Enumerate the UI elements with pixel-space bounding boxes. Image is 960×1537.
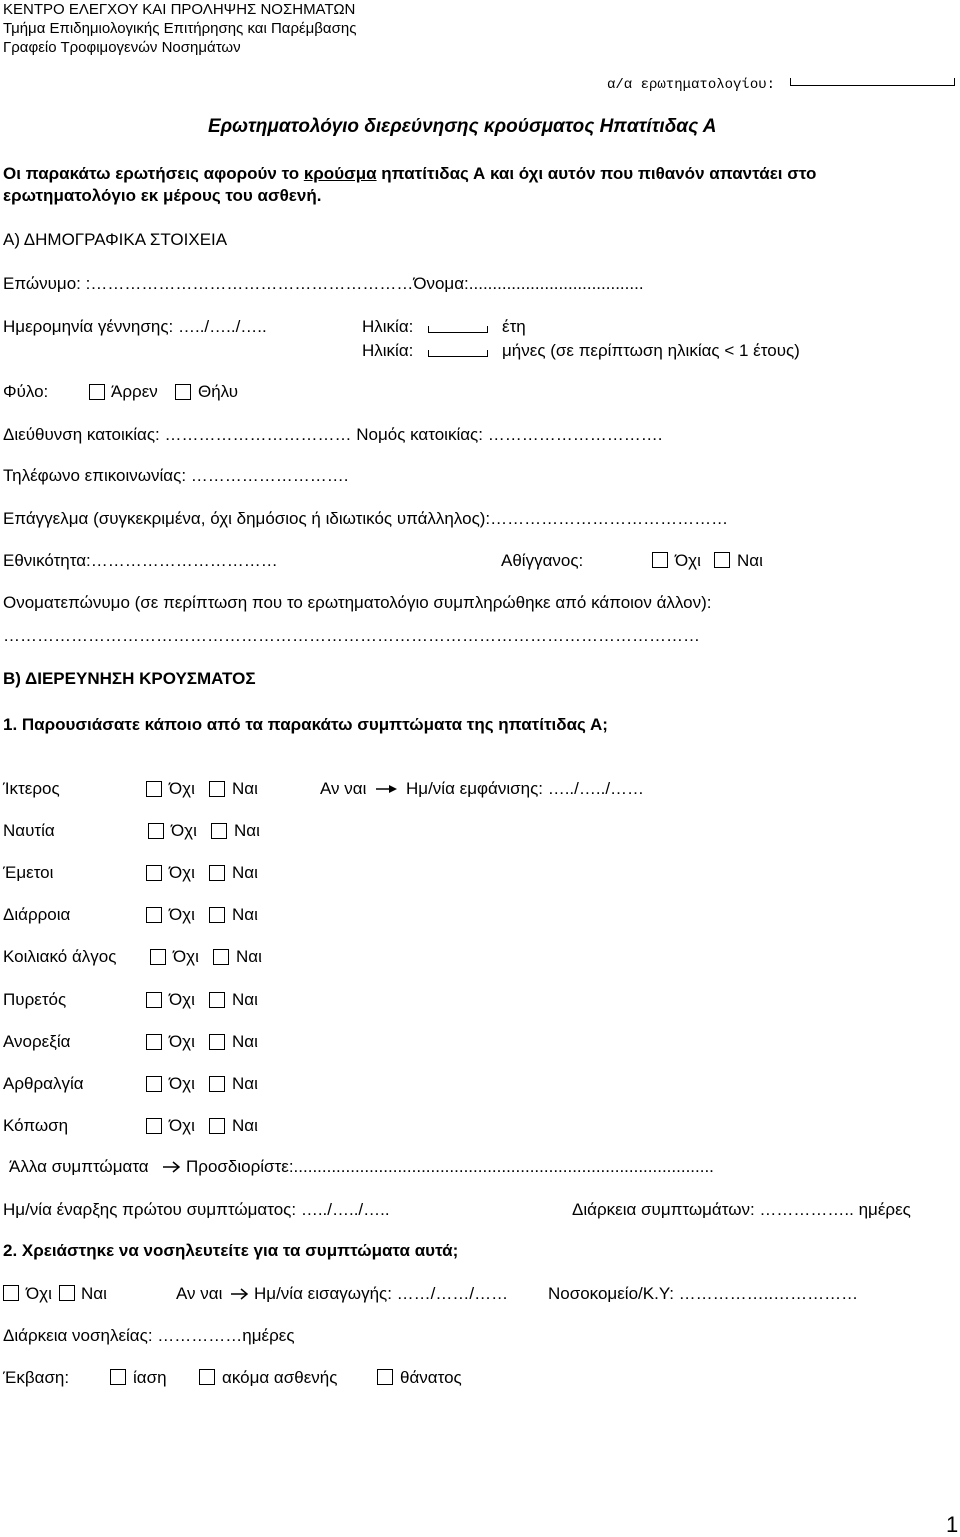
question-1: 1. Παρουσιάσατε κάποιο από τα παρακάτω συμπτώματα της ηπατίτιδας Α; [3,715,608,734]
sex-male-checkbox[interactable] [89,384,105,400]
symptom-duration-field[interactable]: Διάρκεια συμπτωμάτων: …………….. ημέρες [572,1200,911,1219]
arrow-right-icon [231,1288,249,1300]
respondent-field[interactable]: …………………………………………………………………………………………………………… [3,626,700,645]
symptom-yes-label: Ναι [232,863,258,882]
symptom-no-label: Όχι [169,905,195,924]
address-field[interactable]: Διεύθυνση κατοικίας: …………………………… Νομός κατοικίας: …………………………. [3,425,663,444]
header-line-3: Γραφείο Τροφιμογενών Νοσημάτων [3,39,241,56]
symptom-no-label: Όχι [169,779,195,798]
arrow-right-icon [376,784,398,794]
section-a-heading: Α) ΔΗΜΟΓΡΑΦΙΚΑ ΣΤΟΙΧΕΙΑ [3,230,228,249]
symptom-no-label: Όχι [169,990,195,1009]
symptom-label: Διάρροια [3,905,71,924]
form-title: Ερωτηματολόγιο διερεύνησης κρούσματος Ηπατίτιδας Α [208,116,717,137]
symptom-no-label: Όχι [169,1116,195,1135]
symptom-label: Κοιλιακό άλγος [3,947,117,966]
questionnaire-number-field[interactable] [790,78,955,86]
symptom-yes-checkbox[interactable] [209,781,225,797]
symptom-label: Κόπωση [3,1116,69,1135]
hospitalized-no-checkbox[interactable] [3,1285,19,1301]
symptom-yes-checkbox[interactable] [209,1034,225,1050]
date-of-birth-field[interactable]: Ημερομηνία γέννησης: …../…../….. [3,317,267,336]
symptom-no-checkbox[interactable] [146,781,162,797]
header-line-2: Τμήμα Επιδημιολογικής Επιτήρησης και Παρέμβασης [3,20,357,37]
symptom-no-checkbox[interactable] [146,1118,162,1134]
symptom-yes-label: Ναι [232,1032,258,1051]
symptom-label: Αρθραλγία [3,1074,84,1093]
symptom-yes-label: Ναι [232,1116,258,1135]
age-years-input[interactable] [428,326,488,333]
outcome-still-sick-checkbox[interactable] [199,1369,215,1385]
hospitalization-duration-field[interactable]: Διάρκεια νοσηλείας: ……………ημέρες [3,1326,295,1345]
questionnaire-number-label: α/α ερωτηματολογίου: [607,77,776,93]
respondent-label: Ονοματεπώνυμο (σε περίπτωση που το ερωτηματολόγιο συμπληρώθηκε από κάποιον άλλον): [3,593,712,612]
symptom-yes-label: Ναι [232,1074,258,1093]
symptom-yes-label: Ναι [236,947,262,966]
if-yes-label-2: Αν ναι [176,1284,223,1303]
symptom-no-checkbox[interactable] [150,949,166,965]
symptom-yes-checkbox[interactable] [209,1118,225,1134]
sex-female-label: Θήλυ [198,382,239,401]
symptom-no-label: Όχι [169,863,195,882]
symptom-no-label: Όχι [171,821,197,840]
sex-female-checkbox[interactable] [175,384,191,400]
age-months-input[interactable] [428,350,488,357]
first-symptom-date-field[interactable]: Ημ/νία έναρξης πρώτου συμπτώματος: …../…../….. [3,1200,390,1219]
header-line-1: ΚΕΝΤΡΟ ΕΛΕΓΧΟΥ ΚΑΙ ΠΡΟΛΗΨΗΣ ΝΟΣΗΜΑΤΩΝ [3,1,356,18]
symptom-no-checkbox[interactable] [148,823,164,839]
symptom-yes-checkbox[interactable] [213,949,229,965]
symptom-yes-checkbox[interactable] [211,823,227,839]
arrow-right-icon [163,1161,181,1173]
intro-line-2: ερωτηματολόγιο εκ μέρους του ασθενή. [3,186,322,205]
symptom-yes-label: Ναι [232,779,258,798]
symptom-label: Πυρετός [3,990,67,1009]
symptom-yes-checkbox[interactable] [209,907,225,923]
hospitalized-no-label: Όχι [26,1284,52,1303]
if-yes-label: Αν ναι [320,779,367,798]
other-symptoms-field[interactable]: Προσδιορίστε:......................................................................................... [186,1157,714,1176]
outcome-death-label: θάνατος [400,1368,462,1387]
page-number: 1 [946,1512,959,1537]
roma-no-label: Όχι [675,551,701,570]
symptom-no-checkbox[interactable] [146,1076,162,1092]
symptom-yes-checkbox[interactable] [209,992,225,1008]
nationality-field[interactable]: Εθνικότητα:…………………………… [3,551,278,570]
symptom-no-checkbox[interactable] [146,1034,162,1050]
symptom-no-checkbox[interactable] [146,865,162,881]
outcome-cured-checkbox[interactable] [110,1369,126,1385]
symptom-yes-label: Ναι [234,821,260,840]
roma-no-checkbox[interactable] [652,552,668,568]
hospitalized-yes-label: Ναι [81,1284,107,1303]
age-years-label: Ηλικία: [362,317,414,336]
roma-label: Αθίγγανος: [501,551,584,570]
symptom-label: Ναυτία [3,821,55,840]
symptom-no-checkbox[interactable] [146,992,162,1008]
sex-male-label: Άρρεν [111,382,158,401]
symptom-label: Έμετοι [3,863,54,882]
surname-name-field[interactable]: Επώνυμο: :…………………………………………………Όνομα:..................................... [3,274,644,293]
profession-field[interactable]: Επάγγελμα (συγκεκριμένα, όχι δημόσιος ή ιδιωτικός υπάλληλος):…………………………………… [3,509,729,528]
admission-date-field[interactable]: Ημ/νία εισαγωγής: ……/……/…… [254,1284,509,1303]
other-symptoms-label: Άλλα συμπτώματα [9,1157,149,1176]
intro-line-1: Οι παρακάτω ερωτήσεις αφορούν το κρούσμα ηπατίτιδας Α και όχι αυτόν που πιθανόν απαντάει στο [3,164,817,183]
symptom-no-checkbox[interactable] [146,907,162,923]
age-months-unit: μήνες (σε περίπτωση ηλικίας < 1 έτους) [502,341,800,360]
hospital-field[interactable]: Νοσοκομείο/Κ.Υ: ……………..…………… [548,1284,859,1303]
outcome-label: Έκβαση: [3,1368,70,1387]
onset-date-field[interactable]: Ημ/νία εμφάνισης: …../…../…… [406,779,645,798]
symptom-yes-label: Ναι [232,990,258,1009]
roma-yes-label: Ναι [737,551,763,570]
roma-yes-checkbox[interactable] [714,552,730,568]
age-years-unit: έτη [502,317,526,336]
phone-field[interactable]: Τηλέφωνο επικοινωνίας: ………………………. [3,466,349,485]
symptom-label: Ίκτερος [3,779,60,798]
symptom-yes-checkbox[interactable] [209,1076,225,1092]
symptom-no-label: Όχι [169,1074,195,1093]
outcome-still-sick-label: ακόμα ασθενής [222,1368,338,1387]
age-months-label: Ηλικία: [362,341,414,360]
symptom-label: Ανορεξία [3,1032,71,1051]
symptom-no-label: Όχι [173,947,199,966]
outcome-cured-label: ίαση [133,1368,167,1387]
symptom-yes-label: Ναι [232,905,258,924]
symptom-no-label: Όχι [169,1032,195,1051]
hospitalized-yes-checkbox[interactable] [59,1285,75,1301]
section-b-heading: Β) ΔΙΕΡΕΥΝΗΣΗ ΚΡΟΥΣΜΑΤΟΣ [3,669,256,688]
sex-label: Φύλο: [3,382,49,401]
outcome-death-checkbox[interactable] [377,1369,393,1385]
question-2: 2. Χρειάστηκε να νοσηλευτείτε για τα συμπτώματα αυτά; [3,1241,459,1260]
symptom-yes-checkbox[interactable] [209,865,225,881]
